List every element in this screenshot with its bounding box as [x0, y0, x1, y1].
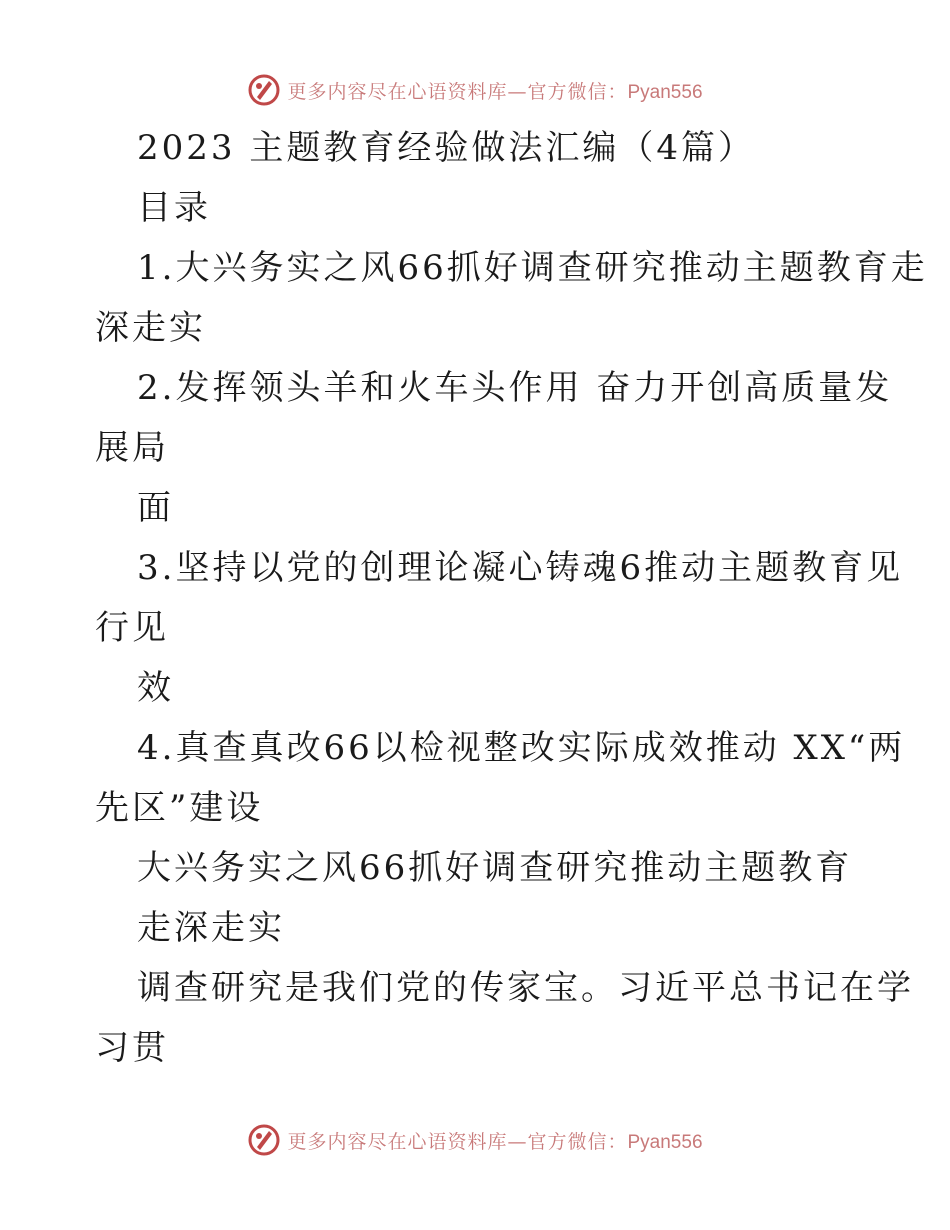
doc-title: 2023 主题教育经验做法汇编（4篇） — [137, 128, 755, 168]
body-paragraph: 调查研究是我们党的传家宝。习近平总书记在学 — [137, 968, 914, 1008]
toc-item-1-cont: 深走实 — [95, 308, 206, 348]
toc-item-3-cont2: 效 — [137, 668, 174, 708]
toc-item-2-cont2: 面 — [137, 488, 174, 528]
footer-watermark — [0, 1120, 950, 1160]
header-watermark-text: 更多内容尽在心语资料库—官方微信：Pyan556 — [287, 80, 703, 103]
section-title-cont: 走深走实 — [137, 908, 285, 948]
toc-item-4-cont: 先区”建设 — [95, 788, 264, 828]
toc-heading: 目录 — [137, 188, 211, 228]
brand-logo-icon — [247, 73, 281, 107]
toc-item-2-cont: 展局 — [95, 428, 169, 468]
header-watermark — [0, 70, 950, 110]
document-body — [95, 118, 928, 1078]
toc-item-1: 1.大兴务实之风66抓好调查研究推动主题教育走 — [137, 248, 928, 288]
toc-item-3-cont: 行见 — [95, 608, 169, 648]
footer-watermark-text: 更多内容尽在心语资料库—官方微信：Pyan556 — [287, 1130, 703, 1153]
section-title: 大兴务实之风66抓好调查研究推动主题教育 — [137, 848, 853, 888]
body-paragraph-cont: 习贯 — [95, 1028, 169, 1068]
brand-logo-icon — [247, 1123, 281, 1157]
toc-item-3: 3.坚持以党的创理论凝心铸魂6推动主题教育见 — [137, 548, 904, 588]
toc-item-2: 2.发挥领头羊和火车头作用 奋力开创高质量发 — [137, 368, 893, 408]
toc-item-4: 4.真查真改66以检视整改实际成效推动 XX“两 — [137, 728, 906, 768]
